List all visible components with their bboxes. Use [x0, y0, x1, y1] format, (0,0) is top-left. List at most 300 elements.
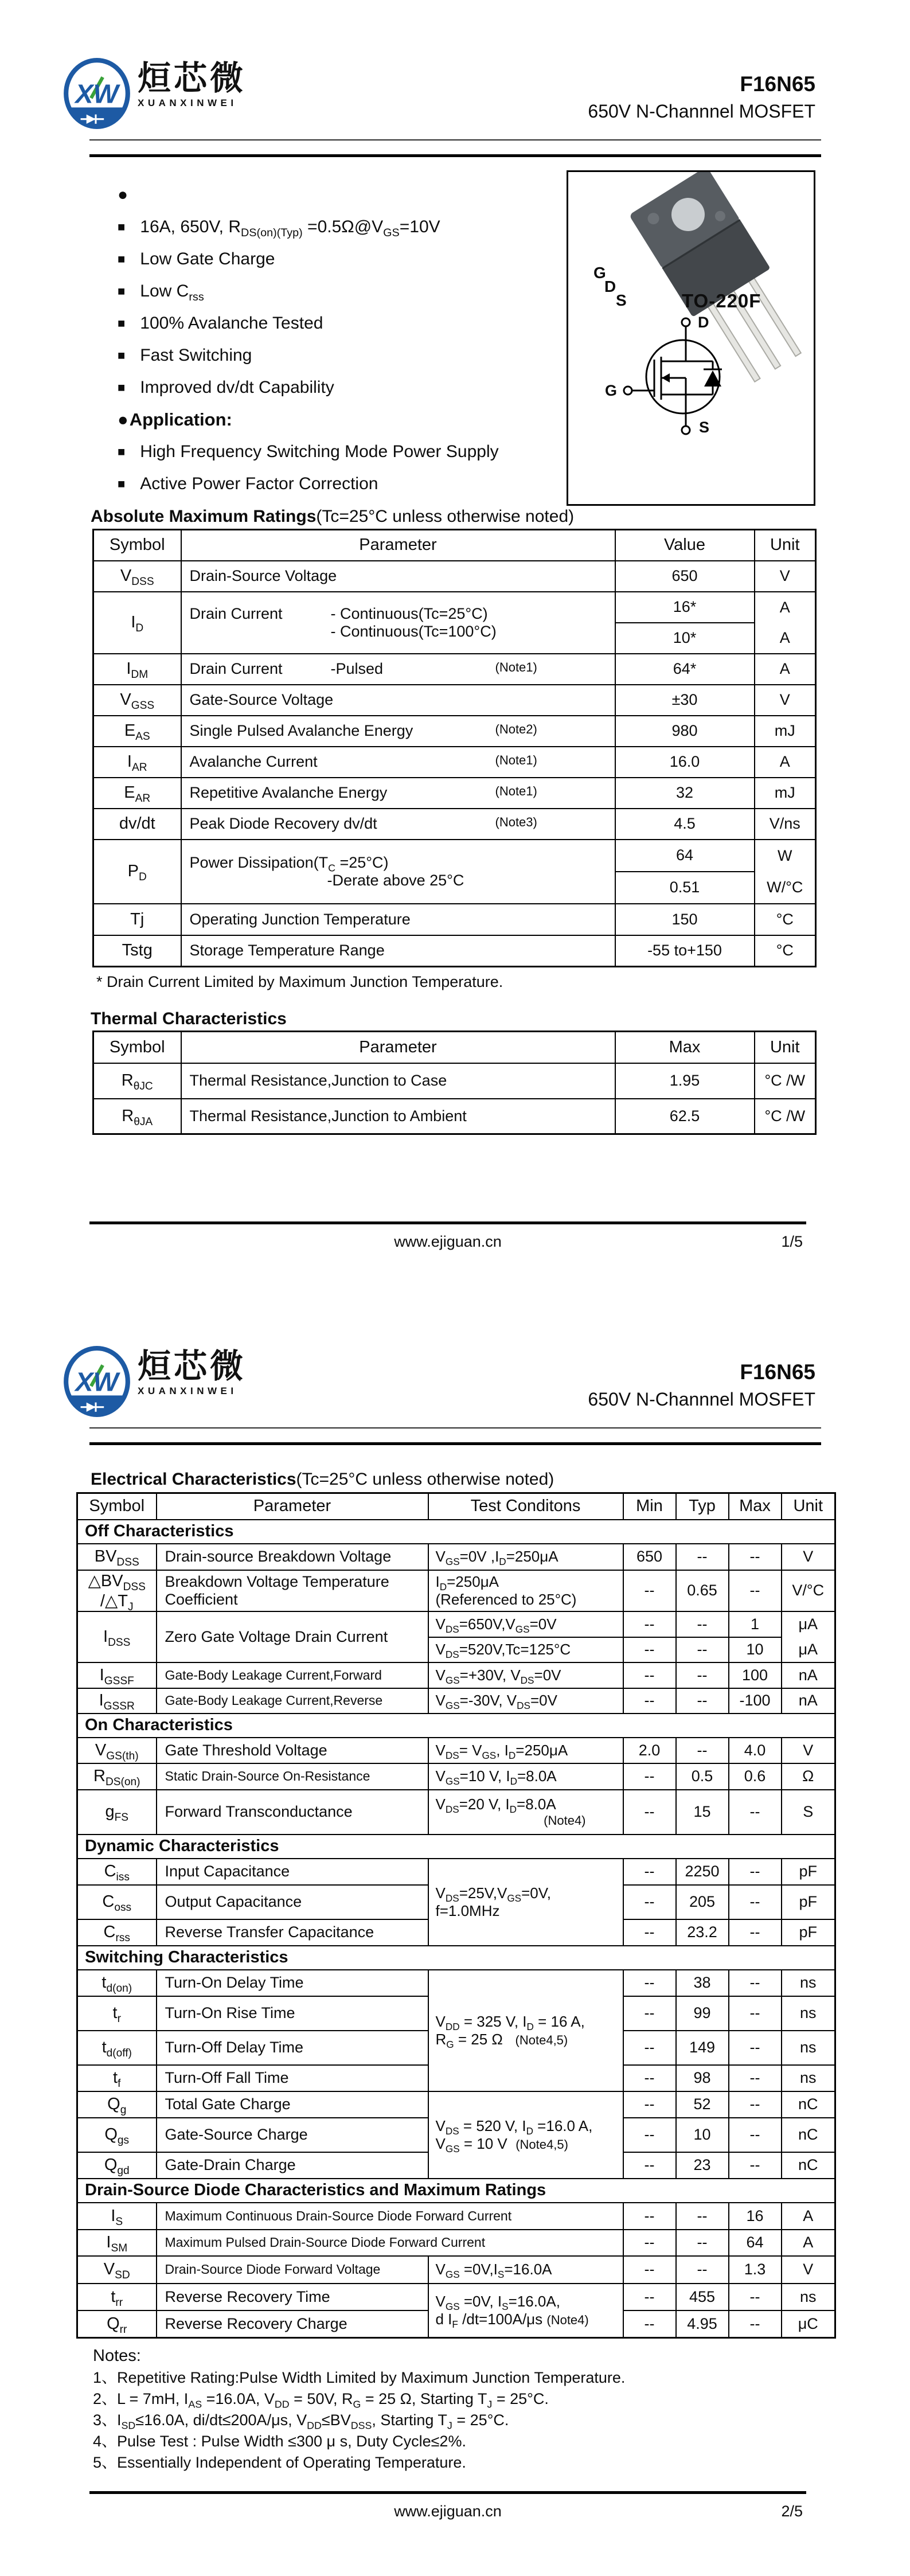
cell: Gate-Body Leakage Current,Reverse [157, 1688, 428, 1714]
elec-title [91, 1470, 554, 1489]
cell: Reverse Transfer Capacitance [157, 1919, 428, 1946]
to220f-package-icon [629, 172, 814, 392]
cell: -- [676, 1688, 729, 1714]
section-header: Off Characteristics [77, 1520, 835, 1544]
cell: V/ns [755, 809, 816, 840]
note-item: 1、Repetitive Rating:Pulse Width Limited by Maximum Junction Temperature. [93, 2369, 626, 2386]
cell: 99 [676, 1996, 729, 2031]
cell: 980 [615, 716, 755, 747]
cell: 4.95 [676, 2310, 729, 2338]
package-pin-label-d: D [604, 278, 616, 295]
cell: -- [623, 1637, 676, 1662]
abs-max-title-cond: (Tc=25°C unless otherwise noted) [316, 507, 575, 526]
cell: $V_{GS}=0V$ $,I_D=250\mu A$ [428, 1544, 623, 1570]
cell: $V_{DSS}$ [93, 561, 181, 592]
table-row [93, 809, 816, 840]
cell: $E_{AS}$ [93, 716, 181, 747]
cell: Static Drain-Source On-Resistance [157, 1763, 428, 1790]
table-row [93, 592, 816, 623]
column-header: Test Conditons [428, 1493, 623, 1520]
cell: A [755, 747, 816, 778]
note-item: 4、Pulse Test : Pulse Width ≤300 μ s, Duty Cycle≤2%. [93, 2433, 466, 2450]
feature-item: ■ 16A, 650V, $R_{DS(on)(Typ)}$ $=0.5\Omega@V_{GS}=10V$ [118, 217, 440, 239]
table-row [77, 1662, 835, 1688]
logo-text [138, 62, 246, 109]
cell: Storage Temperature Range [181, 935, 615, 967]
cell: 16 [729, 2203, 782, 2230]
footer-page-number: 1/5 [781, 1233, 803, 1250]
cell: Maximum Continuous Drain-Source Diode Forward Current [157, 2203, 623, 2230]
page-2 [0, 1288, 910, 2576]
cell: 4.0 [729, 1738, 782, 1763]
header-row [93, 1032, 816, 1063]
cell: 16.0 [615, 747, 755, 778]
cell: nC [782, 2152, 835, 2179]
footer-page-number: 2/5 [781, 2503, 803, 2520]
column-header: Max [729, 1493, 782, 1520]
cell: -- [623, 2091, 676, 2118]
cell: nA [782, 1662, 835, 1688]
cell: 62.5 [615, 1099, 755, 1134]
part-number: F16N65 [740, 72, 815, 96]
cell: 2250 [676, 1859, 729, 1885]
cell: -- [623, 1859, 676, 1885]
cell: -- [623, 2284, 676, 2310]
cell: Maximum Pulsed Drain-Source Diode Forward Current [157, 2230, 623, 2256]
table-row [77, 2230, 835, 2256]
cell: Operating Junction Temperature [181, 904, 615, 935]
cell: -- [623, 1970, 676, 1996]
cell: Gate-Source Voltage [181, 685, 615, 716]
cell: 1.95 [615, 1063, 755, 1099]
cell: pF [782, 1919, 835, 1946]
bullet-square-icon: ■ [118, 316, 126, 330]
logo-emblem-icon [62, 1344, 132, 1419]
cell: -- [676, 2256, 729, 2284]
cell: $V_{GSS}$ [93, 685, 181, 716]
package-pin-label-g: G [593, 264, 606, 282]
cell: Ω [782, 1763, 835, 1790]
cell: $Q_g$ [77, 2091, 157, 2118]
package-and-symbol-illustration [568, 172, 814, 504]
cell: Thermal Resistance,Junction to Case [181, 1063, 615, 1099]
cell: Input Capacitance [157, 1859, 428, 1885]
cell: 32 [615, 778, 755, 809]
cell: 100 [729, 1662, 782, 1688]
cell: V [755, 561, 816, 592]
cell: μA [782, 1611, 835, 1637]
bullet-square-icon: ■ [118, 477, 126, 491]
cell: Reverse Recovery Time [157, 2284, 428, 2310]
cell: nC [782, 2091, 835, 2118]
cell: $t_{d(on)}$ [77, 1970, 157, 1996]
cell: $I_S$ [77, 2203, 157, 2230]
column-header: Max [615, 1032, 755, 1063]
cell: ns [782, 2031, 835, 2065]
thermal-table [92, 1031, 815, 1135]
cell: 650 [623, 1544, 676, 1570]
footer-divider [89, 2491, 806, 2494]
cell: Turn-Off Fall Time [157, 2065, 428, 2091]
table-row [77, 1859, 835, 1885]
footer-site: www.ejiguan.cn [394, 2503, 502, 2520]
cell: 0.65 [676, 1570, 729, 1611]
cell: V [782, 1544, 835, 1570]
cell: 0.5 [676, 1763, 729, 1790]
column-header: Symbol [93, 1032, 181, 1063]
cell: S [782, 1790, 835, 1835]
thermal-title [91, 1009, 287, 1029]
section-row [77, 1520, 835, 1544]
footer-site: www.ejiguan.cn [394, 1233, 502, 1250]
table-row [93, 1099, 816, 1134]
cell: $V_{DS}= V_{GS}$, $I_D=250\mu A$ [428, 1738, 623, 1763]
part-number: F16N65 [740, 1360, 815, 1384]
cell: -- [623, 2256, 676, 2284]
cell: $C_{oss}$ [77, 1885, 157, 1919]
cell: A [755, 623, 816, 654]
cell: V [782, 2256, 835, 2284]
cell: °C /W [755, 1063, 816, 1099]
cell: V [755, 685, 816, 716]
column-header: Parameter [181, 1032, 615, 1063]
column-header: Unit [755, 530, 816, 561]
doc-header [511, 72, 815, 122]
cell: 64* [615, 654, 755, 685]
doc-header [511, 1360, 815, 1410]
cell: -- [676, 1544, 729, 1570]
cell: 23.2 [676, 1919, 729, 1946]
symbol-label-s: S [699, 419, 710, 436]
table-row [93, 935, 816, 967]
logo-text [138, 1350, 246, 1397]
cell: Drain-source Breakdown Voltage [157, 1544, 428, 1570]
header-rule-thin [89, 1427, 821, 1428]
cell: ns [782, 1970, 835, 1996]
cell: Single Pulsed Avalanche Energy (Note2) [181, 716, 615, 747]
cell: -- [623, 2152, 676, 2179]
feature-item: ■ Improved dv/dt Capability [118, 378, 334, 397]
cell: 2.0 [623, 1738, 676, 1763]
column-header: Parameter [181, 530, 615, 561]
cell: Gate-Body Leakage Current,Forward [157, 1662, 428, 1688]
cell: A [782, 2230, 835, 2256]
cell: -- [623, 1763, 676, 1790]
package-box [567, 170, 815, 506]
cell: 16* [615, 592, 755, 623]
cell: 455 [676, 2284, 729, 2310]
features-bullet-icon: ● [118, 185, 128, 204]
section-row [77, 1946, 835, 1970]
cell: $V_{GS}=+30V$, $V_{DS}=0V$ [428, 1662, 623, 1688]
section-header: Dynamic Characteristics [77, 1835, 835, 1859]
table-row [77, 2256, 835, 2284]
cell: $I_D=250\mu A$ (Referenced to 25°C) [428, 1570, 623, 1611]
cell: Forward Transconductance [157, 1790, 428, 1835]
table-row [93, 778, 816, 809]
cell: -- [729, 1859, 782, 1885]
cell: Breakdown Voltage Temperature Coefficient [157, 1570, 428, 1611]
cell: 0.6 [729, 1763, 782, 1790]
cell: 4.5 [615, 809, 755, 840]
cell: -- [623, 1688, 676, 1714]
cell: $t_{d(off)}$ [77, 2031, 157, 2065]
cell: pF [782, 1885, 835, 1919]
cell: -- [623, 1662, 676, 1688]
cell: pF [782, 1859, 835, 1885]
logo [62, 1344, 132, 1422]
cell: -- [676, 1611, 729, 1637]
cell: $V_{GS(th)}$ [77, 1738, 157, 1763]
cell: Gate-Drain Charge [157, 2152, 428, 2179]
table-row [77, 1570, 835, 1611]
cell: -55 to+150 [615, 935, 755, 967]
symbol-label-g: G [605, 382, 618, 399]
table-row [77, 2203, 835, 2230]
table-row [77, 2284, 835, 2310]
cell: $V_{DD} = 325$ V, $I_D = 16$ A, $R_G = 25$ Ω (Note4,5) [428, 1970, 623, 2091]
feature-item: ■ Low $C_{rss}$ [118, 282, 204, 303]
cell: ±30 [615, 685, 755, 716]
cell: 15 [676, 1790, 729, 1835]
cell: $V_{DS}=20$ V, $I_D=8.0A$ (Note4) [428, 1790, 623, 1835]
table-row [93, 561, 816, 592]
table-row [77, 1970, 835, 1996]
cell: $V_{GS} =0V,I_S=16.0A$ [428, 2256, 623, 2284]
section-header: On Characteristics [77, 1714, 835, 1738]
bullet-square-icon: ■ [118, 252, 126, 266]
cell: 64 [729, 2230, 782, 2256]
cell: -- [729, 2091, 782, 2118]
cell: $V_{DS}=520V,Tc=125^\circ C$ [428, 1637, 623, 1662]
elec-title-text: Electrical Characteristics [91, 1470, 296, 1489]
header-row [93, 530, 816, 561]
symbol-label-d: D [698, 314, 709, 331]
cell: -- [676, 2230, 729, 2256]
cell: -- [729, 1996, 782, 2031]
cell: -- [729, 2284, 782, 2310]
application-label: Application: [129, 409, 232, 430]
cell: $BV_{DSS}$ [77, 1544, 157, 1570]
note-item: 2、L = 7mH, $I_{AS} =16.0A$, $V_{DD} = 50V$, $R_G = 25$ Ω, Starting $T_J = 25^\circ C$. [93, 2390, 549, 2410]
cell: 1.3 [729, 2256, 782, 2284]
features-bullet [118, 179, 565, 211]
cell: Drain Current -Pulsed (Note1) [181, 654, 615, 685]
cell: ns [782, 1996, 835, 2031]
cell: 650 [615, 561, 755, 592]
cell: Gate-Source Charge [157, 2118, 428, 2152]
cell: 1 [729, 1611, 782, 1637]
column-header: Value [615, 530, 755, 561]
cell: nC [782, 2118, 835, 2152]
section-header: Drain-Source Diode Characteristics and Maximum Ratings [77, 2179, 835, 2203]
cell: V/°C [782, 1570, 835, 1611]
cell: $V_{DS} = 520$ V, $I_D =16.0$ A, $V_{GS} = 10$ V (Note4,5) [428, 2091, 623, 2179]
cell: ns [782, 2284, 835, 2310]
cell: °C [755, 904, 816, 935]
logo-emblem-icon [62, 56, 132, 131]
cell: -- [729, 2118, 782, 2152]
section-header: Switching Characteristics [77, 1946, 835, 1970]
cell: -- [623, 2203, 676, 2230]
features-block [118, 179, 565, 500]
cell: $\triangle BV_{DSS}$ $/\triangle T_J$ [77, 1570, 157, 1611]
cell: Gate Threshold Voltage [157, 1738, 428, 1763]
cell: 38 [676, 1970, 729, 1996]
bullet-square-icon: ■ [118, 220, 126, 234]
cell: -- [623, 1996, 676, 2031]
cell: mJ [755, 716, 816, 747]
cell: Tstg [93, 935, 181, 967]
cell: -- [623, 2230, 676, 2256]
section-row [77, 2179, 835, 2203]
thermal-title-text: Thermal Characteristics [91, 1009, 287, 1028]
header-rule-thin [89, 139, 821, 140]
abs-max-title [91, 507, 574, 526]
application-item: ■ Active Power Factor Correction [118, 474, 378, 493]
table-row [77, 1544, 835, 1570]
cell: $I_{GSSF}$ [77, 1662, 157, 1688]
cell: $R_{\theta JC}$ [93, 1063, 181, 1099]
table-row [77, 1763, 835, 1790]
cell: $I_{SM}$ [77, 2230, 157, 2256]
column-header: Symbol [77, 1493, 157, 1520]
mosfet-symbol-icon [624, 318, 722, 434]
table-row [93, 840, 816, 872]
cell: °C /W [755, 1099, 816, 1134]
table-row [93, 747, 816, 778]
cell: $C_{iss}$ [77, 1859, 157, 1885]
cell: -- [623, 1611, 676, 1637]
header-rule-thick [89, 1442, 821, 1445]
cell: Drain-Source Diode Forward Voltage [157, 2256, 428, 2284]
cell: 23 [676, 2152, 729, 2179]
notes-title: Notes: [93, 2347, 141, 2365]
cell: $I_{DM}$ [93, 654, 181, 685]
header-rule-thick [89, 154, 821, 157]
cell: $t_{rr}$ [77, 2284, 157, 2310]
cell: $I_{GSSR}$ [77, 1688, 157, 1714]
cell: W/°C [755, 872, 816, 904]
cell: -- [729, 1544, 782, 1570]
part-subtitle: 650V N-Channnel MOSFET [588, 1389, 815, 1410]
cell: -- [623, 1919, 676, 1946]
cell: 10 [676, 2118, 729, 2152]
bullet-square-icon: ■ [118, 444, 126, 459]
cell: 98 [676, 2065, 729, 2091]
cell: -- [623, 1570, 676, 1611]
cell: 64 [615, 840, 755, 872]
package-name: TO-220F [682, 290, 761, 311]
table-row [93, 654, 816, 685]
elec-table [76, 1492, 834, 2339]
cell: $I_{DSS}$ [77, 1611, 157, 1662]
cell: Power $Dissipation(T_C =25^\circ C)$ -Derate above 25°C [181, 840, 615, 904]
cell: 205 [676, 1885, 729, 1919]
cell: Avalanche Current (Note1) [181, 747, 615, 778]
notes-list [93, 2367, 838, 2473]
cell: Zero Gate Voltage Drain Current [157, 1611, 428, 1662]
cell: -- [729, 1885, 782, 1919]
part-subtitle: 650V N-Channnel MOSFET [588, 101, 815, 122]
column-header: Typ [676, 1493, 729, 1520]
section-row [77, 1835, 835, 1859]
cell: Drain Current - Continuous(Tc=25°C) - Continuous(Tc=100°C) [181, 592, 615, 654]
application-list [118, 436, 565, 500]
cell: A [755, 592, 816, 623]
logo-en: XUANXINWEI [138, 97, 237, 108]
bullet-square-icon: ■ [118, 380, 126, 395]
bullet-square-icon: ■ [118, 284, 126, 298]
abs-max-title-text: Absolute Maximum Ratings [91, 507, 317, 526]
cell: dv/dt [93, 809, 181, 840]
column-header: Unit [782, 1493, 835, 1520]
cell: $V_{DS}=25V,V_{GS}=0V$, f=1.0MHz [428, 1859, 623, 1946]
table-row [77, 2091, 835, 2118]
cell: $P_D$ [93, 840, 181, 904]
section-row [77, 1714, 835, 1738]
cell: -- [729, 1790, 782, 1835]
table-row [93, 685, 816, 716]
cell: V [782, 1738, 835, 1763]
cell: $R_{\theta JA}$ [93, 1099, 181, 1134]
cell: 52 [676, 2091, 729, 2118]
logo-en: XUANXINWEI [138, 1385, 237, 1396]
header-row [77, 1493, 835, 1520]
cell: 150 [615, 904, 755, 935]
mosfet-arrow-icon [662, 373, 670, 383]
cell: -- [623, 2031, 676, 2065]
logo-cn: 烜芯微 [138, 1348, 247, 1385]
footer-divider [89, 1221, 806, 1224]
cell: $R_{DS(on)}$ [77, 1763, 157, 1790]
cell: -- [729, 1970, 782, 1996]
svg-text:XW: XW [75, 79, 119, 109]
cell: nA [782, 1688, 835, 1714]
abs-footnote: * Drain Current Limited by Maximum Junction Temperature. [96, 973, 503, 990]
cell: W [755, 840, 816, 872]
cell: 10 [729, 1637, 782, 1662]
cell: -- [623, 1885, 676, 1919]
cell: Total Gate Charge [157, 2091, 428, 2118]
cell: Turn-On Rise Time [157, 1996, 428, 2031]
cell: A [755, 654, 816, 685]
cell: μC [782, 2310, 835, 2338]
cell: $I_{AR}$ [93, 747, 181, 778]
svg-text:XW: XW [75, 1367, 119, 1397]
cell: 149 [676, 2031, 729, 2065]
cell: -- [623, 2118, 676, 2152]
feature-item: ■ Fast Switching [118, 346, 252, 365]
table-row [93, 716, 816, 747]
abs-max-table [92, 529, 815, 967]
column-header: Min [623, 1493, 676, 1520]
cell: $t_f$ [77, 2065, 157, 2091]
cell: $V_{GS} =0V$, $I_S=16.0A$, d $I_F$ /dt=100A/μs (Note4) [428, 2284, 623, 2338]
cell: -- [729, 1919, 782, 1946]
cell: A [782, 2203, 835, 2230]
application-heading [118, 404, 565, 436]
cell: $Q_{gs}$ [77, 2118, 157, 2152]
cell: $g_{FS}$ [77, 1790, 157, 1835]
cell: Thermal Resistance,Junction to Ambient [181, 1099, 615, 1134]
cell: Reverse Recovery Charge [157, 2310, 428, 2338]
logo-cn: 烜芯微 [138, 60, 247, 97]
cell: -- [623, 1790, 676, 1835]
cell: Drain-Source Voltage [181, 561, 615, 592]
cell: -- [623, 2065, 676, 2091]
cell: μA [782, 1637, 835, 1662]
